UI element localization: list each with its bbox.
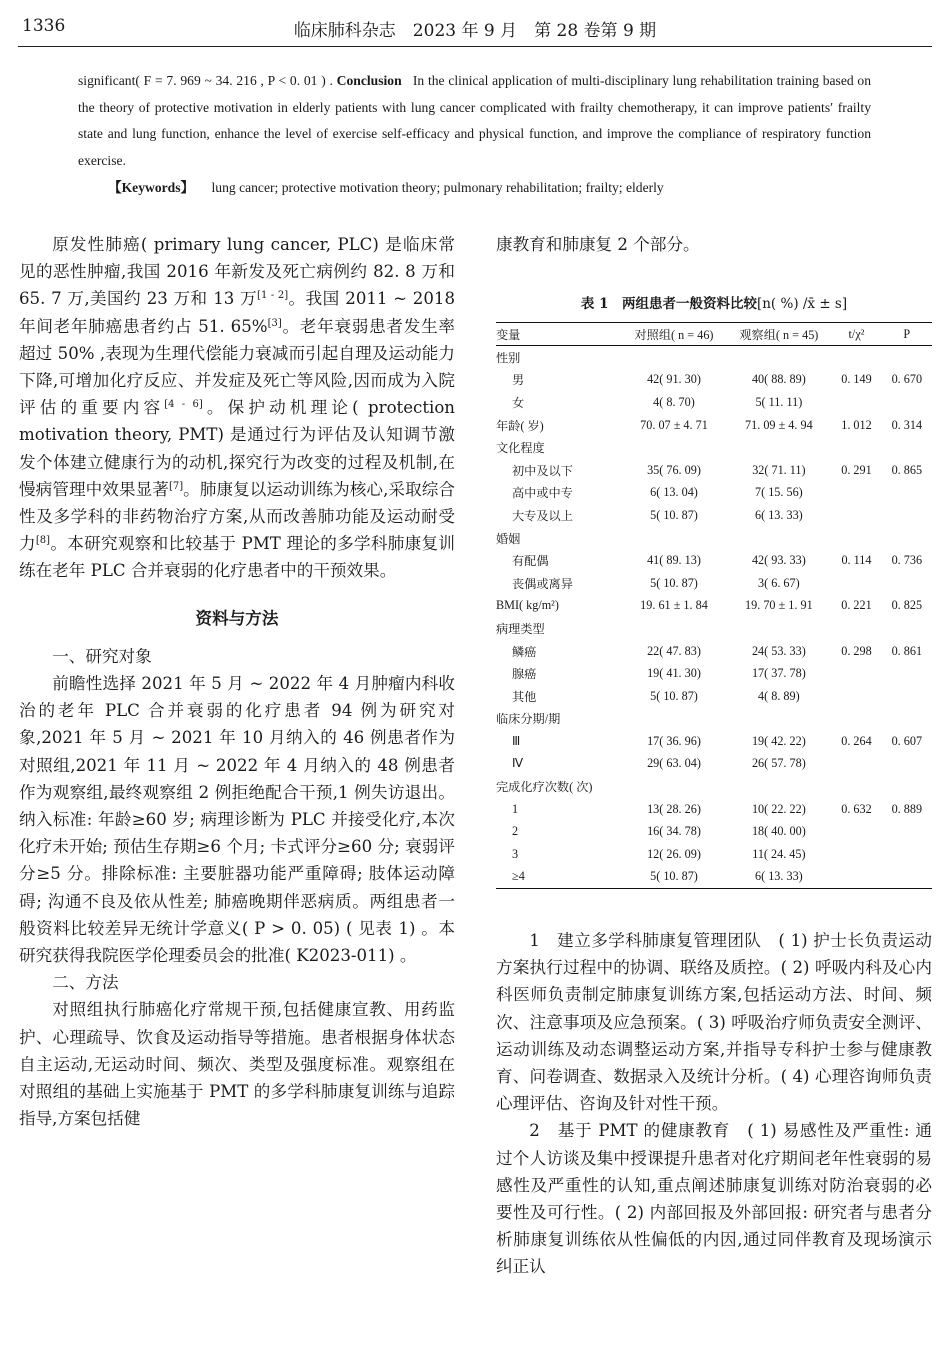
observe-value: 26( 57. 78)	[751, 756, 806, 771]
control-value	[622, 436, 727, 459]
table-row	[496, 640, 932, 663]
control-value: 42( 91. 30)	[647, 372, 701, 387]
table-row	[496, 730, 932, 753]
col-header-variable: 变量	[496, 323, 622, 346]
control-value: 29( 63. 04)	[647, 756, 701, 771]
p-value	[882, 346, 932, 369]
p-value	[882, 482, 932, 505]
control-value: 4( 8. 70)	[653, 394, 695, 409]
stat-value: 0. 221	[841, 598, 872, 613]
control-value: 12( 26. 09)	[647, 846, 701, 861]
row-label: 大专及以上	[512, 508, 573, 523]
stat-value	[831, 572, 881, 595]
subheading-methods: 二、方法	[52, 973, 119, 993]
page-number: 1336	[22, 16, 66, 36]
observe-value	[726, 708, 831, 731]
intro-paragraph: 原发性肺癌( primary lung cancer, PLC) 是临床常见的恶性肿瘤,我国 2016 年新发及死亡病例约 82. 8 万和 65. 7 万,美国约 23 万和 13 万[1 - 2]。我国 2011 ~ 2018 年间老年肺癌患者约占 51. 65%[3]。老年衰弱患者发生率超过 50% ,表现为生理代偿能力衰减而引起自理及运动能力下降,可增加化疗反应、并发症及死亡等风险,因而成为入院评估的重要内容[4 - 6]。保护动机理论( protection motivation theory, PMT) 是通过行为评估及认知调节激发个体建立健康行为的动机,探究行为改变的过程及机制,在慢病管理中效果显著[7]。肺康复以运动训练为核心,采取综合性及多学科的非药物治疗方案,从而改善肺功能及运动耐受力[8]。本研究观察和比较基于 PMT 理论的多学科肺康复训练在老年 PLC 合并衰弱的化疗患者中的干预效果。	[19, 235, 456, 581]
control-value: 5( 10. 87)	[650, 507, 698, 522]
observe-value: 40( 88. 89)	[751, 372, 806, 387]
citation: [1 - 2]	[257, 290, 289, 302]
stat-value	[831, 482, 881, 505]
table-row	[496, 685, 932, 708]
methods-paragraph: 对照组执行肺癌化疗常规干预,包括健康宣教、用药监护、心理疏导、饮食及运动指导等措施。患者根据身体状态自主运动,无运动时间、频次、类型及强度标准。观察组在对照组的基础上实施基于 PMT 的多学科肺康复训练与追踪指导,方案包括健	[19, 1000, 455, 1129]
row-label: 3	[512, 846, 519, 861]
control-value	[622, 708, 727, 731]
row-label: 腺癌	[512, 667, 537, 682]
control-value	[622, 617, 727, 640]
row-label: 性别	[496, 350, 521, 365]
stat-value	[831, 527, 881, 550]
observe-value	[726, 617, 831, 640]
p-value	[882, 685, 932, 708]
control-value: 13( 28. 26)	[647, 801, 701, 816]
table-row	[496, 482, 932, 505]
observe-value: 17( 37. 78)	[751, 666, 806, 681]
observe-value: 7( 15. 56)	[755, 485, 803, 500]
observe-value	[726, 527, 831, 550]
stat-value	[831, 504, 881, 527]
stat-value	[831, 843, 881, 866]
p-value	[882, 617, 932, 640]
keywords-text: lung cancer; protective motivation theory; pulmonary rehabilitation; frailty; elderly	[211, 180, 664, 195]
row-label: 2	[512, 824, 519, 839]
control-value: 41( 89. 13)	[647, 553, 701, 568]
observe-value: 4( 8. 89)	[758, 688, 800, 703]
control-value: 19. 61 ± 1. 84	[640, 598, 708, 613]
row-label: 鳞癌	[512, 644, 537, 659]
subjects-paragraph: 前瞻性选择 2021 年 5 月 ~ 2022 年 4 月肿瘤内科收治的老年 PLC 合并衰弱的化疗患者 94 例为研究对象,2021 年 5 月 ~ 2021 年 10 月纳入的 46 例患者作为对照组,2021 年 11 月 ~ 2022 年 4 月纳入的 48 例患者作为观察组,最终观察组 2 例拒绝配合干预,1 例失访退出。纳入标准: 年龄≥60 岁; 病理诊断为 PLC 并接受化疗,本次化疗未开始; 预估生存期≥6 个月; 卡式评分≥60 分; 衰弱评分≥5 分。排除标准: 主要脏器功能严重障碍; 肢体运动障碍; 沟通不良及依从性差; 肺癌晚期伴恶病质。两组患者一般资料比较差异无统计学意义( P > 0. 05) ( 见表 1) 。本研究获得我院医学伦理委员会的批准( K2023-011) 。	[19, 674, 455, 966]
control-value: 6( 13. 04)	[650, 485, 698, 500]
p-value	[882, 391, 932, 414]
pmt-paragraph: 2 基于 PMT 的健康教育 ( 1) 易感性及严重性: 通过个人访谈及集中授课提升患者对化疗期间老年性衰弱的易感性及严重性的认知,重点阐述肺康复训练对防治衰弱的必要性及可行性。( 2) 内部回报及外部回报: 研究者与患者分析肺康复训练依从性偏低的内因,通过同伴教育及现场演示纠正认	[496, 1121, 932, 1277]
table-row	[496, 346, 932, 369]
row-label: 初中及以下	[512, 463, 573, 478]
observe-value: 10( 22. 22)	[751, 801, 806, 816]
table-row	[496, 798, 932, 821]
table-row	[496, 549, 932, 572]
row-label: BMI( kg/m²)	[496, 598, 559, 613]
control-value	[622, 527, 727, 550]
p-value	[882, 820, 932, 843]
observe-value: 42( 93. 33)	[751, 553, 806, 568]
stat-value: 0. 291	[841, 462, 872, 477]
col-header-p: P	[882, 323, 932, 346]
stat-value: 0. 264	[841, 733, 872, 748]
subheading-subjects: 一、研究对象	[52, 646, 152, 666]
stat-value	[831, 436, 881, 459]
stat-value	[831, 346, 881, 369]
abstract-continuation	[78, 68, 871, 174]
row-label: 完成化疗次数( 次)	[496, 780, 593, 795]
abstract-results-tail: significant( F = 7. 969 ~ 34. 216 , P < 0. 01 ) .	[78, 73, 333, 88]
table-row	[496, 866, 932, 889]
row-label: 年龄( 岁)	[496, 418, 544, 433]
table-row	[496, 708, 932, 731]
observe-value: 6( 13. 33)	[755, 507, 803, 522]
row-label: 有配偶	[512, 554, 549, 569]
stat-value	[831, 662, 881, 685]
stat-value	[831, 866, 881, 889]
row-label: Ⅲ	[512, 733, 521, 748]
col-header-observe: 观察组( n = 45)	[726, 323, 831, 346]
control-value: 35( 76. 09)	[647, 462, 701, 477]
stat-value: 0. 298	[841, 643, 872, 658]
citation: [7]	[168, 480, 184, 492]
row-label: 高中或中专	[512, 486, 573, 501]
table-unit: [n( %) /x̄ ± s]	[756, 296, 848, 312]
stat-value	[831, 775, 881, 798]
p-value: 0. 865	[891, 462, 923, 477]
observe-value	[726, 346, 831, 369]
right-column-top	[496, 231, 932, 258]
p-value: 0. 607	[891, 733, 923, 748]
row-label: 女	[512, 395, 525, 410]
observe-value: 11( 24. 45)	[752, 846, 806, 861]
p-value	[882, 436, 932, 459]
keywords-line	[108, 175, 878, 201]
row-label: 临床分期/期	[496, 712, 561, 727]
row-label: 1	[512, 801, 519, 816]
table-row	[496, 504, 932, 527]
p-value: 0. 314	[891, 417, 923, 432]
p-value	[882, 843, 932, 866]
table-row	[496, 572, 932, 595]
control-value: 16( 34. 78)	[647, 824, 701, 839]
row-label: 文化程度	[496, 441, 545, 456]
stat-value	[831, 617, 881, 640]
table-row	[496, 414, 932, 437]
observe-value: 71. 09 ± 4. 94	[745, 417, 813, 432]
p-value	[882, 662, 932, 685]
row-label: Ⅳ	[512, 756, 524, 771]
left-column	[19, 231, 455, 1133]
observe-value: 18( 40. 00)	[751, 824, 806, 839]
observe-value: 24( 53. 33)	[751, 643, 806, 658]
stat-value	[831, 820, 881, 843]
general-data-table	[496, 322, 932, 889]
right-column-body	[496, 927, 932, 1281]
section-title: 资料与方法	[195, 607, 279, 628]
p-value	[882, 708, 932, 731]
table-row	[496, 775, 932, 798]
citation: [4 - 6]	[164, 399, 203, 411]
p-value: 0. 889	[891, 801, 923, 816]
stat-value: 0. 149	[841, 372, 872, 387]
p-value	[882, 527, 932, 550]
observe-value: 3( 6. 67)	[758, 575, 800, 590]
conclusion-text: In the clinical application of multi-disciplinary lung rehabilitation training based on the theory of protective motivation in elderly patients with lung cancer complicated with frailty chemotherapy, it can improve patients′ frailty state and lung function, enhance the level of exercise self-efficacy and physical function, and improve the compliance of respiratory function exercise.	[78, 73, 872, 168]
observe-value: 6( 13. 33)	[726, 866, 831, 889]
table-row	[496, 391, 932, 414]
row-label: ≥4	[496, 866, 622, 889]
citation: [3]	[267, 317, 282, 329]
observe-value	[726, 775, 831, 798]
observe-value: 5( 11. 11)	[755, 394, 803, 409]
row-label: 婚姻	[496, 531, 521, 546]
stat-value: 0. 632	[841, 801, 872, 816]
header-rule	[18, 46, 932, 47]
row-label: 男	[512, 373, 525, 388]
control-value: 17( 36. 96)	[647, 733, 701, 748]
control-value: 5( 10. 87)	[622, 866, 727, 889]
col-header-stat: t/χ²	[831, 323, 881, 346]
control-value: 70. 07 ± 4. 71	[640, 417, 708, 432]
table-row	[496, 436, 932, 459]
p-value: 0. 825	[891, 598, 923, 613]
p-value	[882, 866, 932, 889]
row-label: 丧偶或离异	[512, 576, 573, 591]
stat-value	[831, 708, 881, 731]
table-row	[496, 820, 932, 843]
p-value: 0. 736	[891, 553, 923, 568]
table-row	[496, 459, 932, 482]
table-row	[496, 595, 932, 618]
stat-value: 1. 012	[841, 417, 872, 432]
p-value	[882, 504, 932, 527]
table-row	[496, 753, 932, 776]
keywords-label: 【Keywords】	[108, 180, 195, 195]
stat-value	[831, 391, 881, 414]
control-value	[622, 346, 727, 369]
stat-value	[831, 685, 881, 708]
observe-value: 19( 42. 22)	[751, 733, 806, 748]
control-value	[622, 775, 727, 798]
table-row	[496, 843, 932, 866]
p-value: 0. 861	[891, 643, 923, 658]
citation: [8]	[35, 535, 51, 547]
observe-value	[726, 436, 831, 459]
stat-value	[831, 753, 881, 776]
table-title: 表 1 两组患者一般资料比较[n( %) /x̄ ± s]	[580, 296, 848, 312]
stat-value: 0. 114	[841, 553, 872, 568]
col-header-control: 对照组( n = 46)	[622, 323, 727, 346]
table-row	[496, 369, 932, 392]
table-header-row	[496, 323, 932, 346]
journal-title: 临床肺科杂志 2023 年 9 月 第 28 卷第 9 期	[293, 21, 657, 41]
observe-value: 32( 71. 11)	[752, 462, 806, 477]
team-paragraph: 1 建立多学科肺康复管理团队 ( 1) 护士长负责运动方案执行过程中的协调、联络及质控。( 2) 呼吸内科及心内科医师负责制定肺康复训练方案,包括运动方法、时间、频次、注意事项及应急预案。( 3) 呼吸治疗师负责安全测评、运动训练及动态调整运动方案,并指导专科护士参与健康教育、问卷调查、数据录入及统计分析。( 4) 心理咨询师负责心理评估、咨询及针对性干预。	[496, 931, 932, 1114]
p-value	[882, 775, 932, 798]
right-top-text: 康教育和肺康复 2 个部分。	[496, 235, 700, 254]
control-value: 19( 41. 30)	[647, 666, 701, 681]
p-value	[882, 753, 932, 776]
control-value: 5( 10. 87)	[650, 575, 698, 590]
row-label: 病理类型	[496, 621, 545, 636]
table-row	[496, 617, 932, 640]
p-value: 0. 670	[891, 372, 923, 387]
table-row	[496, 662, 932, 685]
running-header	[18, 14, 932, 44]
table-row	[496, 527, 932, 550]
p-value	[882, 572, 932, 595]
row-label: 其他	[512, 689, 537, 704]
control-value: 22( 47. 83)	[647, 643, 701, 658]
control-value: 5( 10. 87)	[650, 688, 698, 703]
observe-value: 19. 70 ± 1. 91	[745, 598, 813, 613]
conclusion-label: Conclusion	[336, 73, 402, 88]
